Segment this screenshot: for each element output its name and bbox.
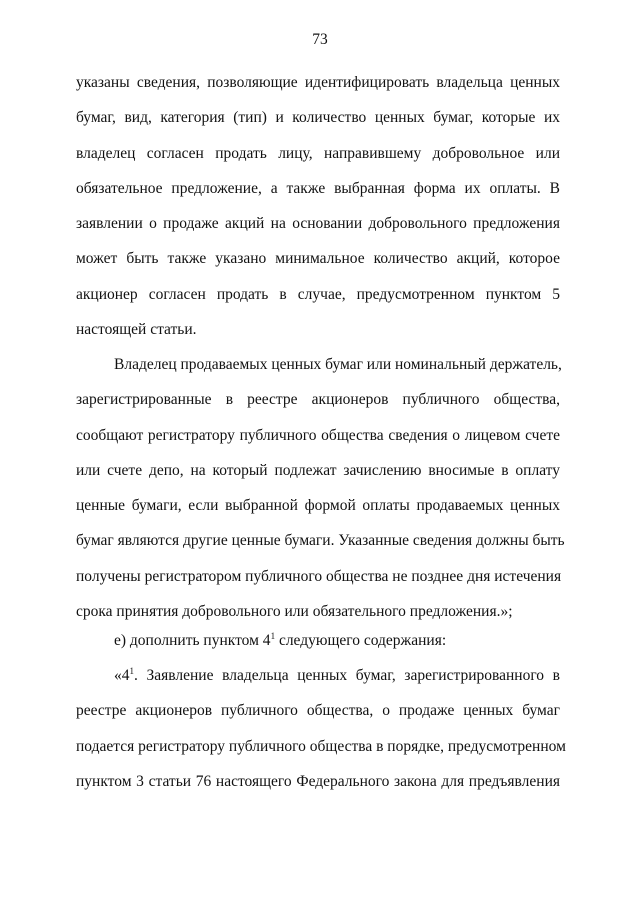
- text-line: обязательное предложение, а также выбранная форма их оплаты. В: [76, 180, 560, 197]
- text-line: может быть также указано минимальное количество акций, которое: [76, 250, 560, 267]
- text-line: настоящей статьи.: [76, 321, 197, 338]
- text-line: бумаг, вид, категория (тип) и количество ценных бумаг, которые их: [76, 109, 560, 126]
- item-e-superscript: 1: [270, 631, 276, 641]
- text-line: бумаг являются другие ценные бумаги. Указанные сведения должны быть: [76, 532, 565, 549]
- page-number: 73: [312, 31, 328, 48]
- quote-superscript: 1: [129, 666, 134, 676]
- amendment-item-e: [114, 631, 560, 651]
- item-e-text: е) дополнить пунктом 4: [114, 632, 271, 649]
- text-line: акционер согласен продать в случае, предусмотренном пунктом 5: [76, 286, 560, 303]
- text-line: ценные бумаги, если выбранной формой оплаты продаваемых ценных: [76, 497, 560, 514]
- text-line: реестре акционеров публичного общества, о продаже ценных бумаг: [76, 702, 560, 719]
- text-line: подается регистратору публичного общества в порядке, предусмотренном: [76, 738, 566, 755]
- text-line: сообщают регистратору публичного общества сведения о лицевом счете: [76, 427, 560, 444]
- item-e-text-rest: следующего содержания:: [275, 632, 447, 649]
- text-line: владелец согласен продать лицу, направившему добровольное или: [76, 145, 560, 162]
- quote-text: . Заявление владельца ценных бумаг, зарегистрированного в: [134, 667, 560, 684]
- text-line: пунктом 3 статьи 76 настоящего Федерального закона для предъявления: [76, 773, 560, 790]
- quote-open: «4: [114, 667, 130, 684]
- text-line: получены регистратором публичного общества не позднее дня истечения: [76, 568, 562, 585]
- quote-first-line: [114, 666, 560, 686]
- text-line: указаны сведения, позволяющие идентифицировать владельца ценных: [76, 74, 560, 91]
- text-line: Владелец продаваемых ценных бумаг или номинальный держатель,: [114, 356, 562, 373]
- text-line: заявлении о продаже акций на основании добровольного предложения: [76, 215, 560, 232]
- text-line: или счете депо, на который подлежат зачислению вносимые в оплату: [76, 462, 560, 479]
- text-line: зарегистрированные в реестре акционеров публичного общества,: [76, 391, 560, 408]
- text-line: срока принятия добровольного или обязательного предложения.»;: [76, 603, 513, 620]
